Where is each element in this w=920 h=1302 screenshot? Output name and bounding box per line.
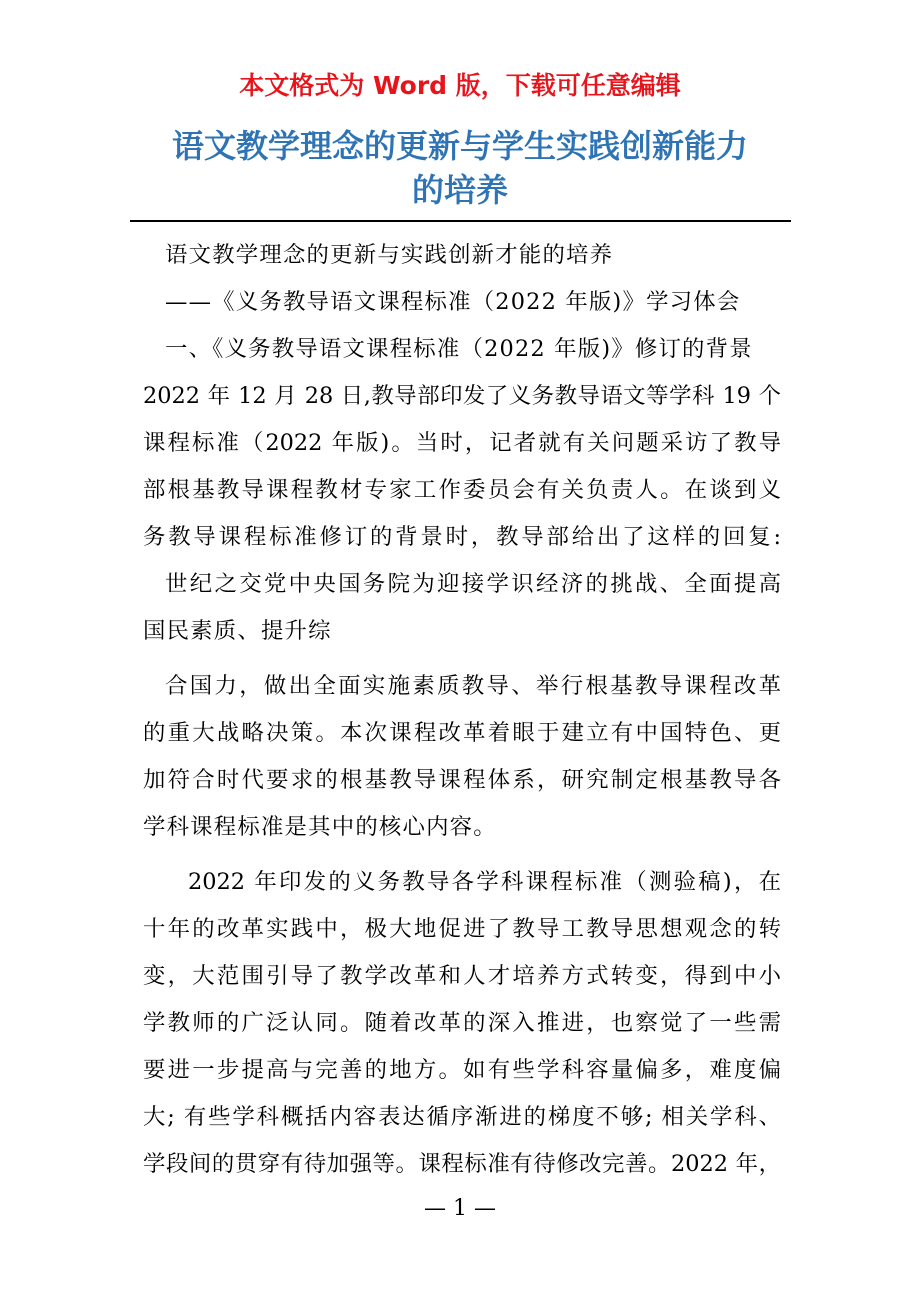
paragraph-line: 务教导课程标准修订的背景时，教导部给出了这样的回复:	[143, 524, 781, 550]
document-body	[143, 232, 781, 1188]
title-divider	[130, 220, 791, 222]
title-line-1: 语文教学理念的更新与学生实践创新能力	[171, 127, 748, 165]
paragraph-line: 十年的改革实践中，极大地促进了教导工教导思想观念的转	[143, 916, 781, 942]
paragraph-gap	[143, 851, 781, 859]
paragraph-line: 变，大范围引导了教学改革和人才培养方式转变，得到中小	[143, 963, 781, 989]
paragraph-line: 要进一步提高与完善的地方。如有些学科容量偏多，难度偏	[143, 1057, 781, 1083]
paragraph-line: 课程标准（2022 年版)。当时，记者就有关问题采访了教导	[143, 430, 781, 456]
section-heading: 一、《义务教导语文课程标准（2022 年版)》修订的背景	[165, 336, 753, 362]
subtitle-line: 语文教学理念的更新与实践创新才能的培养	[165, 242, 614, 268]
paragraph-gap	[143, 655, 781, 663]
paragraph-line: 国民素质、提升综	[143, 618, 332, 644]
download-banner: 本文格式为 Word 版，下载可任意编辑	[239, 71, 681, 100]
paragraph-line: 合国力，做出全面实施素质教导、举行根基教导课程改革	[165, 673, 781, 699]
paragraph-line: 2022 年 12 月 28 日,教导部印发了义务教导语文等学科 19 个	[143, 383, 781, 409]
paragraph-line: 世纪之交党中央国务院为迎接学识经济的挑战、全面提高	[165, 571, 781, 597]
paragraph-line: 的重大战略决策。本次课程改革着眼于建立有中国特色、更	[143, 720, 781, 746]
page-number: — 1 —	[424, 1196, 496, 1221]
paragraph-line: 2022 年印发的义务教导各学科课程标准（测验稿)，在	[188, 869, 781, 895]
paragraph-line: 加符合时代要求的根基教导课程体系，研究制定根基教导各	[143, 767, 781, 793]
document-title	[130, 124, 790, 212]
paragraph-line: 部根基教导课程教材专家工作委员会有关负责人。在谈到义	[143, 477, 781, 503]
paragraph-line: 学段间的贯穿有待加强等。课程标准有待修改完善。2022 年，	[143, 1151, 781, 1177]
paragraph-line: 大; 有些学科概括内容表达循序渐进的梯度不够; 相关学科、	[143, 1104, 781, 1130]
paragraph-line: 学科课程标准是其中的核心内容。	[143, 814, 497, 840]
title-line-2: 的培养	[411, 171, 508, 209]
subtitle-dash-line: ——《义务教导语文课程标准（2022 年版)》学习体会	[165, 289, 741, 315]
paragraph-line: 学教师的广泛认同。随着改革的深入推进，也察觉了一些需	[143, 1010, 781, 1036]
